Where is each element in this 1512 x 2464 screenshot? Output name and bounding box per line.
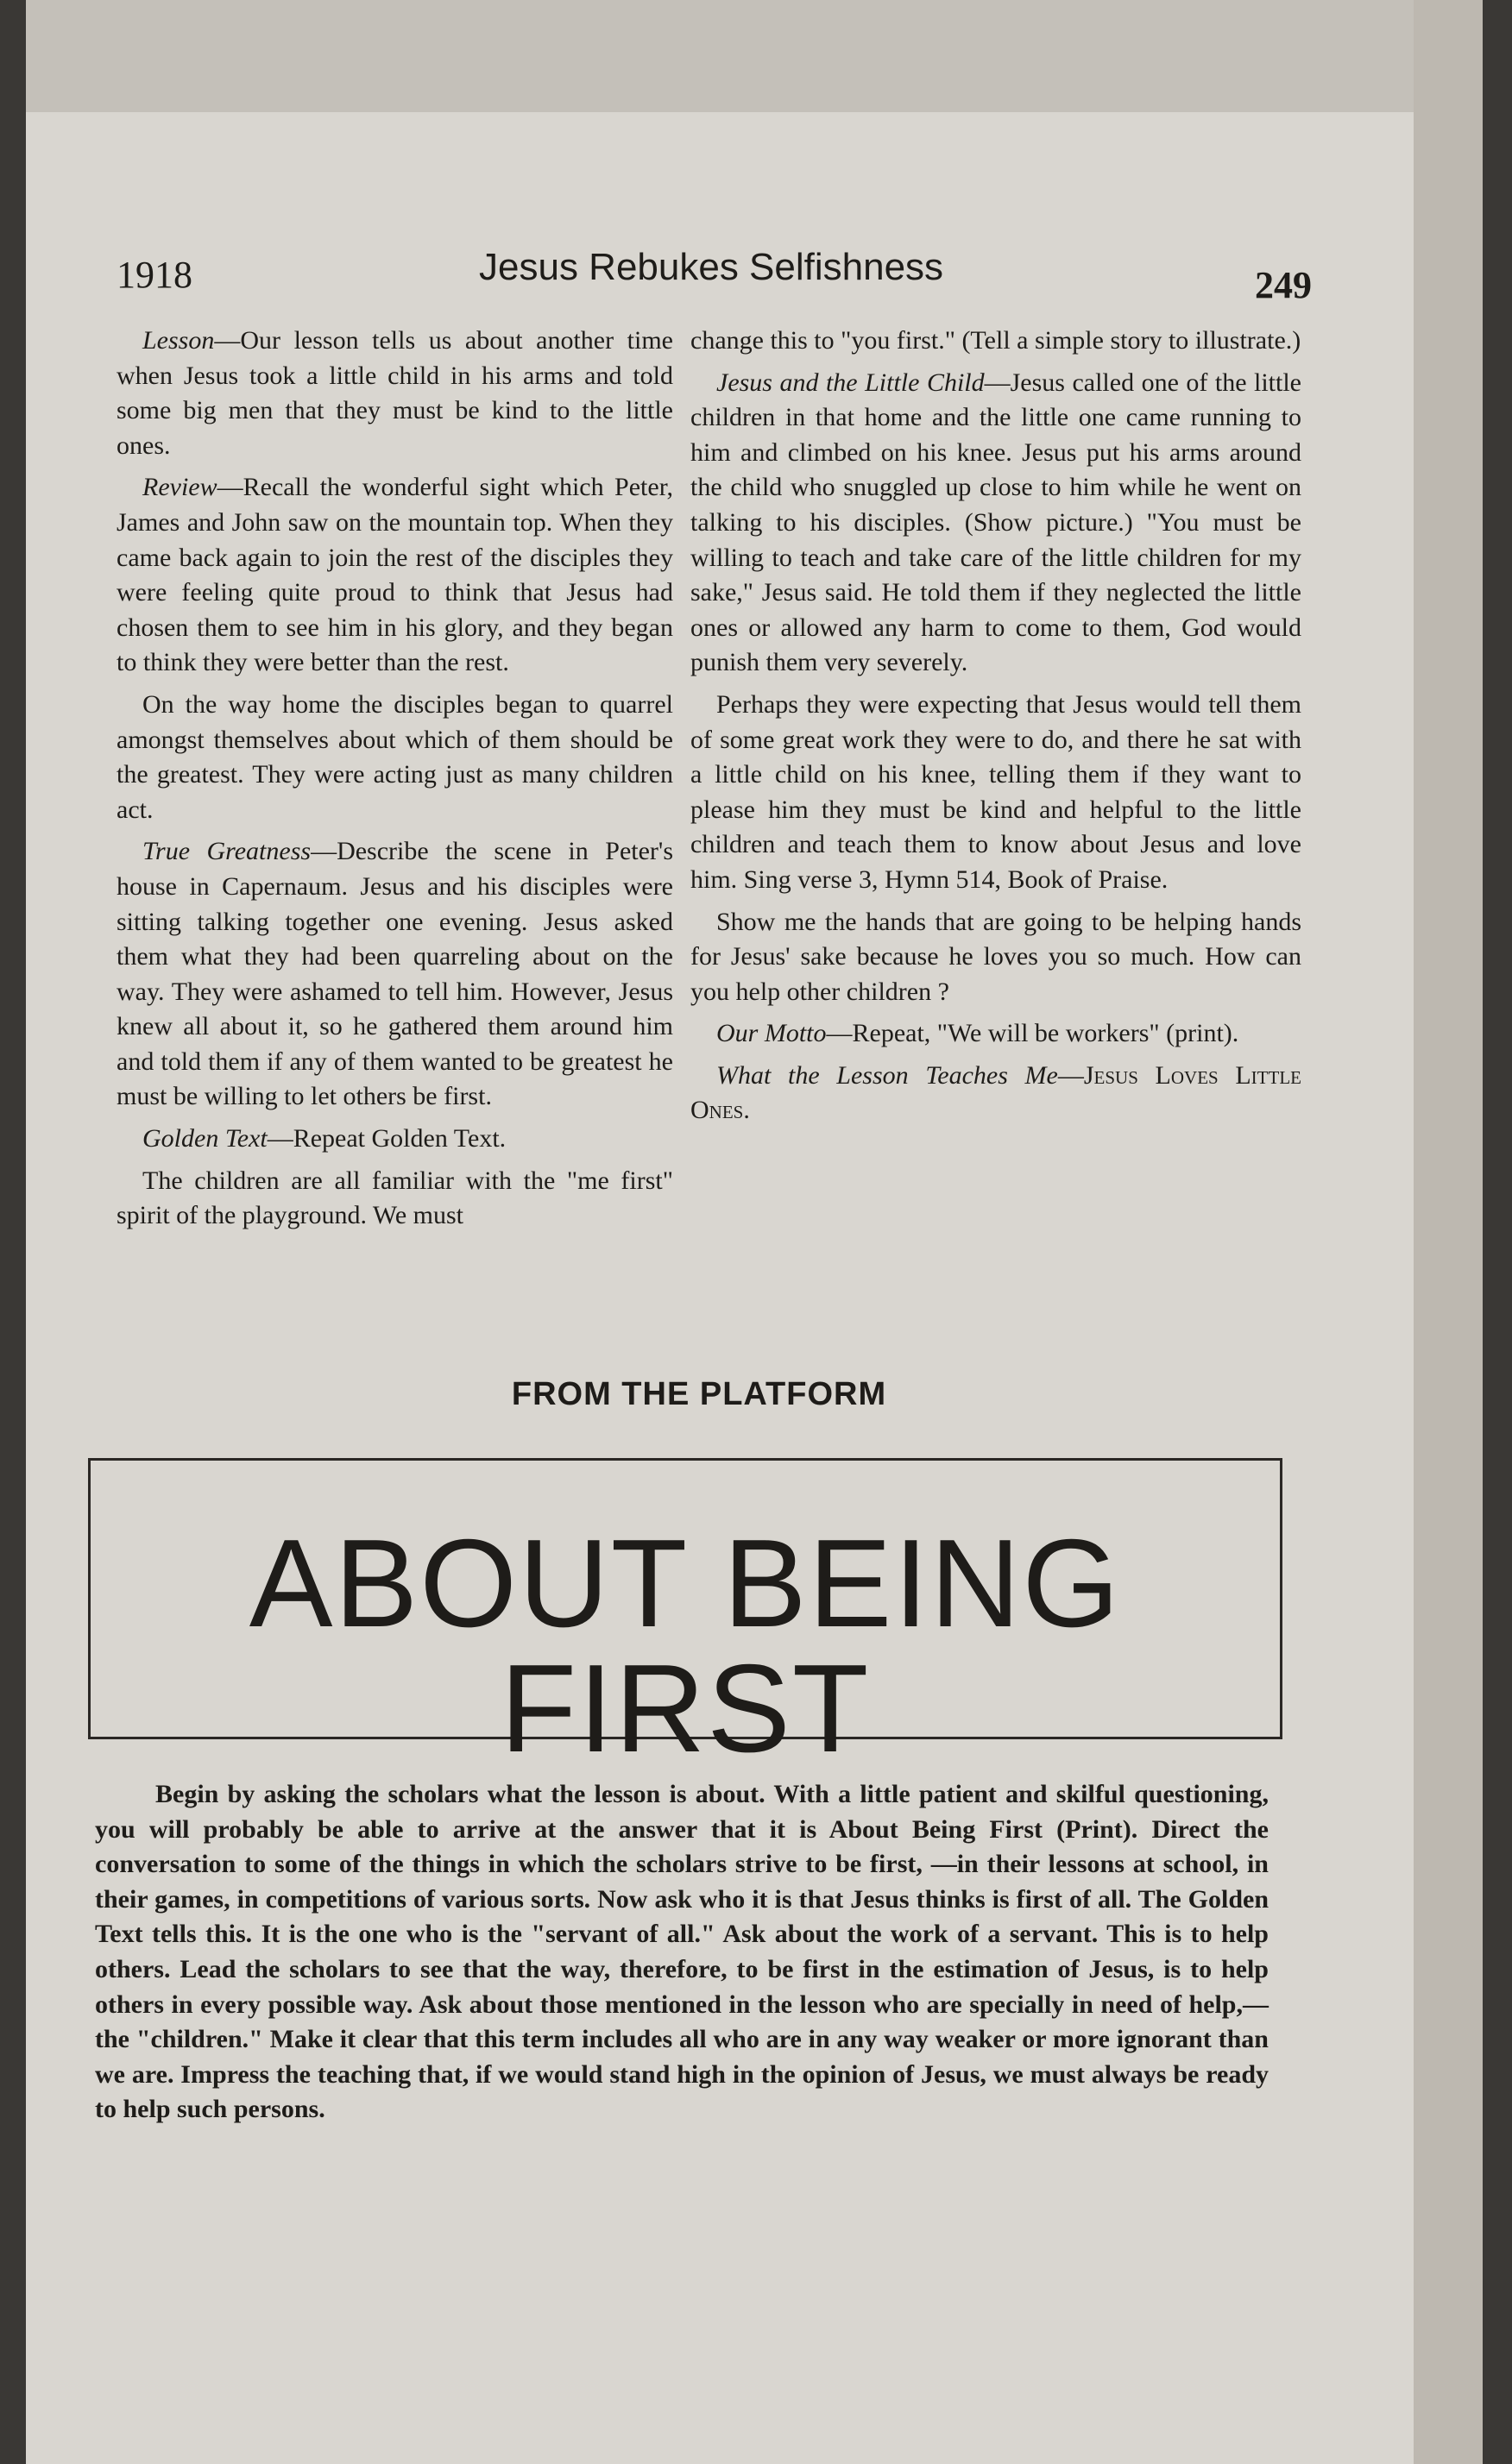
right-column bbox=[690, 324, 1301, 1128]
paragraph-text: —Repeat, "We will be workers" (print). bbox=[826, 1019, 1239, 1048]
paragraph-true-greatness bbox=[117, 834, 673, 1115]
paragraph-show-me: Show me the hands that are going to be helping hands for Jesus' sake because he loves you so much. How can you help other children ? bbox=[690, 907, 1301, 1006]
paragraph-text: —Describe the scene in Peter's house in Capernaum. Jesus and his disciples were sitting talking together one evening. Jesus asked them what they had been quarreling about on the way. They were ashamed to tell him. However, Jesus knew all about it, so he gathered them around him and told them if any of them wanted to be greatest he must be willing to let others be first. bbox=[117, 837, 673, 1111]
platform-instructions bbox=[95, 1777, 1269, 2128]
lead-golden-text: Golden Text bbox=[142, 1124, 268, 1153]
paragraph-me-first: The children are all familiar with the "me first" spirit of the playground. We must bbox=[117, 1166, 673, 1230]
instructions-text: Begin by asking the scholars what the lesson is about. With a little patient and skilful questioning, you will probably be able to arrive at the answer that it is About Being First (Print). Direct the conversation to some of the things in which the scholars strive to be first, —in their lessons at school, in their games, in competitions of various sorts. Now ask who it is that Jesus thinks is first of all. The Golden Text tells this. It is the one who is the "servant of all." Ask about the work of a servant. This is to help others. Lead the scholars to see that the way, therefore, to be first in the estimation of Jesus, is to help others in every possible way. Ask about those mentioned in the lesson who are specially in need of help,—the "children." Make it clear that this term includes all who are in any way weaker or more ignorant than we are. Impress the teaching that, if we would stand high in the opinion of Jesus, we must always be ready to help such persons. bbox=[95, 1780, 1269, 2124]
paragraph-text: —Repeat Golden Text. bbox=[267, 1124, 507, 1153]
header-title: Jesus Rebukes Selfishness bbox=[479, 246, 944, 288]
boxed-title: ABOUT BEING FIRST bbox=[249, 1513, 1122, 1778]
title-box bbox=[88, 1458, 1282, 1778]
paragraph-golden-text bbox=[117, 1122, 673, 1157]
paragraph-text: —Jesus Loves Little Ones. bbox=[690, 1060, 1301, 1125]
paragraph-review bbox=[117, 470, 673, 681]
platform-heading: FROM THE PLATFORM bbox=[511, 1376, 887, 1412]
lead-motto: Our Motto bbox=[716, 1019, 827, 1048]
lead-lesson-teaches: What the Lesson Teaches Me bbox=[716, 1060, 1058, 1090]
paragraph-little-child bbox=[690, 366, 1301, 681]
header-year: 1918 bbox=[117, 254, 192, 296]
page-number: 249 bbox=[1255, 264, 1312, 306]
page-top-shading bbox=[26, 0, 1483, 112]
paragraph-lesson-teaches bbox=[690, 1059, 1301, 1128]
left-column bbox=[117, 324, 673, 1234]
paragraph-text: —Jesus called one of the little children in that home and the little one came running to him and climbed on his knee. Jesus put his arms around the child who snuggled up close to him while he went on talking to his disciples. (Show picture.) "You must be willing to teach and take care of the little children for my sake," Jesus said. He told them if they neglected the little ones or allowed any harm to come to them, God would punish them very severely. bbox=[690, 368, 1301, 677]
lead-review: Review bbox=[142, 473, 217, 502]
page-right-edge bbox=[1414, 0, 1483, 2464]
lead-lesson: Lesson bbox=[142, 326, 215, 355]
paragraph-lesson bbox=[117, 324, 673, 463]
paragraph-perhaps: Perhaps they were expecting that Jesus would tell them of some great work they were to do, and there he sat with a little child on his knee, telling them if they want to please him they must be kind and helpful to the little children and teach them to know about Jesus and love him. Sing verse 3, Hymn 514, Book of Praise. bbox=[690, 689, 1301, 894]
running-header bbox=[117, 246, 1312, 306]
paragraph-text: —Recall the wonderful sight which Peter, James and John saw on the mountain top. When they came back again to join the rest of the disciples they were feeling quite proud to think that Jesus had chosen them to see him in his glory, and they began to think they were better than the rest. bbox=[117, 473, 673, 677]
scanned-page bbox=[26, 0, 1483, 2464]
paragraph-text: —Our lesson tells us about another time when Jesus took a little child in his arms and told some big men that they must be kind to the little ones. bbox=[117, 326, 673, 460]
lead-true-greatness: True Greatness bbox=[142, 837, 312, 866]
lead-little-child: Jesus and the Little Child bbox=[716, 368, 985, 397]
paragraph-you-first: change this to "you first." (Tell a simple story to illustrate.) bbox=[690, 326, 1301, 355]
paragraph-way-home: On the way home the disciples began to quarrel amongst themselves about which of them should be the greatest. They were acting just as many children act. bbox=[117, 689, 673, 824]
paragraph-motto bbox=[690, 1016, 1301, 1052]
